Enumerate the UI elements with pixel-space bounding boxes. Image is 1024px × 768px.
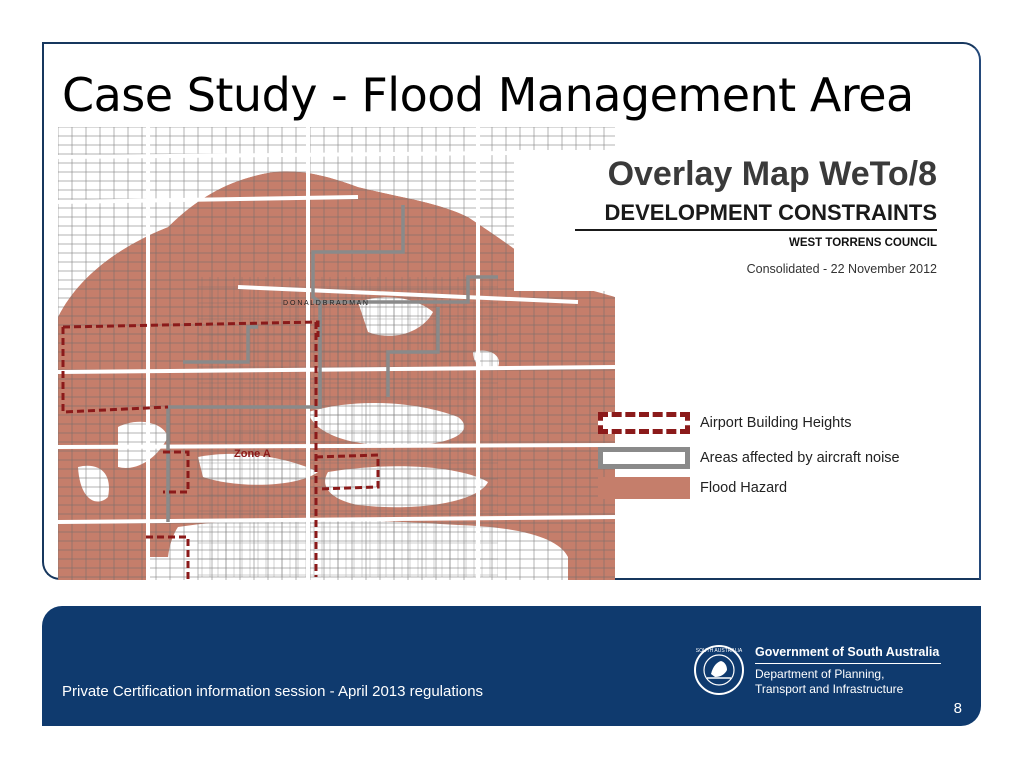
- noise-swatch: [598, 447, 690, 469]
- footer-text: Private Certification information session - April 2013 regulations: [62, 683, 484, 700]
- legend-label: Airport Building Heights: [700, 415, 852, 431]
- page-number: 8: [953, 700, 962, 717]
- department-line-2: Transport and Infrastructure: [755, 682, 904, 696]
- legend-label: Areas affected by aircraft noise: [700, 450, 900, 466]
- flood-swatch: [598, 477, 690, 499]
- overlay-map-heading: Overlay Map WeTo/8: [607, 155, 937, 193]
- footer-bar: [42, 606, 981, 726]
- heading-divider: [575, 229, 937, 231]
- slide-title: Case Study - Flood Management Area: [62, 68, 914, 122]
- airport-swatch: [598, 412, 690, 434]
- zone-label: Zone A: [234, 448, 271, 460]
- consolidated-date: Consolidated - 22 November 2012: [746, 262, 937, 276]
- council-name: WEST TORRENS COUNCIL: [788, 237, 937, 249]
- government-seal-icon: [693, 644, 745, 696]
- overlay-map-subheading: DEVELOPMENT CONSTRAINTS: [604, 200, 937, 225]
- department-line-1: Department of Planning,: [755, 667, 885, 681]
- government-divider: [755, 663, 941, 664]
- legend-label: Flood Hazard: [700, 480, 788, 496]
- government-name: Government of South Australia: [755, 645, 940, 659]
- map-road-label: D O N A L D B R A D M A N: [283, 300, 368, 307]
- seal-text: SOUTH AUSTRALIA: [695, 648, 743, 654]
